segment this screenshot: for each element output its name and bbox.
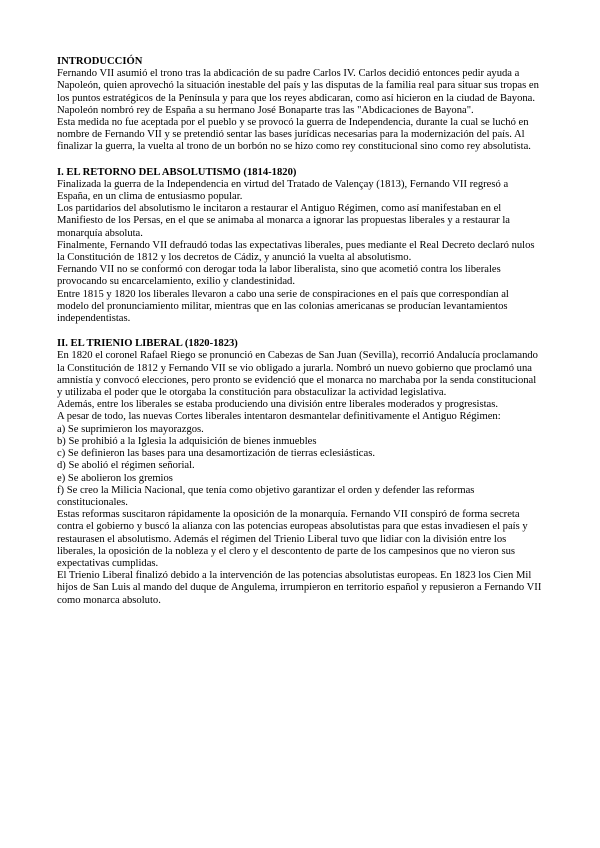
reform-item: d) Se abolió el régimen señorial. — [57, 460, 195, 472]
section1-paragraph: Entre 1815 y 1820 los liberales llevaron a cabo una serie de conspiraciones en el país que correspondían al modelo del pronunciamiento militar, mientras que en las colonias americanas se producían levantamientos independentistas. — [57, 288, 509, 325]
intro-heading: INTRODUCCIÓN — [57, 56, 143, 67]
reform-item: f) Se creo la Milicia Nacional, que tenía como objetivo garantizar el orden y defender las reformas constitucionales. — [57, 484, 475, 508]
section2-paragraph: Además, entre los liberales se estaba produciendo una división entre liberales moderados y progresistas. — [57, 399, 498, 411]
document-body — [57, 56, 543, 607]
section1-paragraph: Fernando VII no se conformó con derogar toda la labor liberalista, sino que acometió contra los liberales provocando su encarcelamiento, exilio y clandestinidad. — [57, 264, 501, 288]
section-spacer — [57, 154, 543, 167]
section2-paragraph: A pesar de todo, las nuevas Cortes liberales intentaron desmantelar definitivamente el Antiguo Régimen: — [57, 411, 501, 423]
section2-paragraph: Estas reformas suscitaron rápidamente la oposición de la monarquía. Fernando VII conspiró de forma secreta contra el gobierno y buscó la alianza con las potencias europeas absolutistas para que estas invadiesen el país y restaurasen el absolutismo. Además el régimen del Trienio Liberal tuvo que lidiar con la división entre los liberales, la oposición de la nobleza y el clero y el descontento de parte de los campesinos que no vieron sus expectativas cumplidas. — [57, 509, 528, 569]
reform-item: a) Se suprimieron los mayorazgos. — [57, 423, 204, 435]
section1-paragraph: Finalmente, Fernando VII defraudó todas las expectativas liberales, pues mediante el Real Decreto declaró nulos la Constitución de 1812 y los decretos de Cádiz, y anunció la vuelta al absolutismo. — [57, 239, 535, 264]
section-spacer — [57, 325, 543, 338]
section2-heading: II. EL TRIENIO LIBERAL (1820-1823) — [57, 338, 238, 350]
reform-item: e) Se abolieron los gremios — [57, 472, 173, 484]
section1-paragraph: Los partidarios del absolutismo le incitaron a restaurar el Antiguo Régimen, como así manifestaban en el Manifiesto de los Persas, en el que se animaba al monarca a ignorar las propuestas liberales y a restaurar la monarquía absoluta. — [57, 203, 511, 239]
intro-paragraph: Esta medida no fue aceptada por el pueblo y se provocó la guerra de Independencia, durante la cual se luchó en nombre de Fernando VII y se pretendió sentar las bases jurídicas necesarias para la modernización del país. Al finalizar la guerra, la vuelta al trono de un borbón no se hizo como rey constitucional sino como rey absolutista. — [57, 117, 531, 153]
reform-item: c) Se definieron las bases para una desamortización de tierras eclesiásticas. — [57, 448, 375, 460]
section2-paragraph: En 1820 el coronel Rafael Riego se pronunció en Cabezas de San Juan (Sevilla), recorrió Andalucía proclamando la Constitución de 1812 y Fernando VII se vio obligado a jurarla. Nombró un nuevo gobierno que proclamó una amnistía y convocó elecciones, pero pronto se evidenció que el monarca no marchaba por la senda constitucional y utilizaba el poder que le otorgaba la constitución para obstaculizar la actividad legislativa. — [57, 350, 538, 399]
section1-paragraph: Finalizada la guerra de la Independencia en virtud del Tratado de Valençay (1813), Fernando VII regresó a España, en un clima de entusiasmo popular. — [57, 178, 509, 203]
section2-paragraph: El Trienio Liberal finalizó debido a la intervención de las potencias absolutistas europeas. En 1823 los Cien Mil hijos de San Luis al mando del duque de Angulema, irrumpieron en territorio español y repusieron a Fernando VII como monarca absoluto. — [57, 570, 542, 606]
section1-heading: I. EL RETORNO DEL ABSOLUTISMO (1814-1820) — [57, 166, 297, 178]
intro-paragraph: Fernando VII asumió el trono tras la abdicación de su padre Carlos IV. Carlos decidió entonces pedir ayuda a Napoleón, quien aprovechó la situación inestable del país y las disputas de la familia real para situar sus tropas en los puntos estratégicos de la Península y para que los reyes abdicaran, como así hicieron en la ciudad de Bayona. Napoleón nombró rey de España a su hermano José Bonaparte tras las "Abdicaciones de Bayona". — [57, 68, 539, 116]
reform-item: b) Se prohibió a la Iglesia la adquisición de bienes inmuebles — [57, 435, 317, 447]
